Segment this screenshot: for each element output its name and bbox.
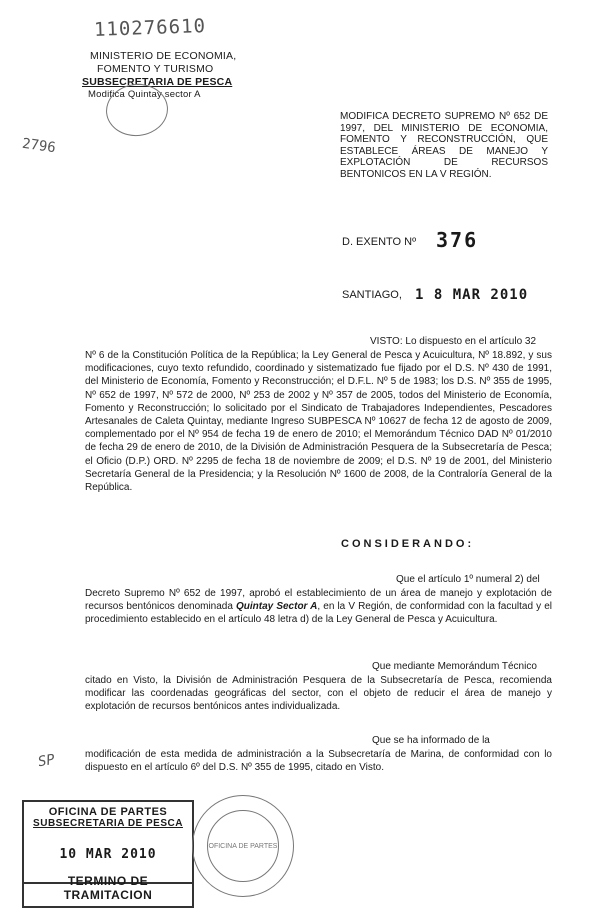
stamp-subtitle: SUBSECRETARIA DE PESCA: [33, 818, 183, 829]
considerando-3-first-line: Que se ha informado de la: [372, 735, 490, 746]
round-seal-inner-ring: [207, 810, 279, 882]
considerando-2-first-line: Que mediante Memorándum Técnico: [372, 661, 537, 672]
decreto-date: 1 8 MAR 2010: [415, 287, 529, 303]
visto-body: Nº 6 de la Constitución Política de la República; la Ley General de Pesca y Acuicultura, Nº 18.892, y sus modificaciones, cuyo texto refundido, coordinado y sistematizado fue fijado por el D.S. Nº 430 de 1991, del Ministerio de Economía, Fomento y Reconstrucción; el D.F.L. Nº 5 de 1983; los D.S. Nº 355 de 1995, Nº 652 de 1997, Nº 572 de 2000, Nº 253 de 2002 y Nº 357 de 2005, todos del Ministerio de Economía, Fomento y Reconstrucción; lo solicitado por el Sindicato de Trabajadores Independientes, Pescadores Artesanales de Caleta Quintay, mediante Ingreso SUBPESCA Nº 10627 de fecha 12 de agosto de 2009, complementado por el Nº 954 de fecha 19 de enero de 2010; el Memorándum Técnico DAD Nº 01/2010 de fecha 29 de enero de 2010, de la División de Administración Pesquera de la Subsecretaría de Pesca; el Oficio (D.P.) ORD. Nº 2295 de fecha 18 de noviembre de 2009; el D.S. Nº 19 de 2001, del Ministerio Secretaría General de la Presidencia; y la Resolución Nº 1600 de 2008, de la Contraloría General de la República.: [85, 350, 552, 494]
ministry-name: MINISTERIO DE ECONOMIA,: [90, 50, 237, 62]
handwritten-document-number: 110276610: [93, 15, 207, 41]
considerando-3-body: modificación de esta medida de administración a la Subsecretaría de Marina, de conformidad con lo dispuesto en el artículo 6º del D.S. Nº 355 de 1995, citado en Visto.: [85, 749, 552, 774]
oficina-de-partes-stamp: [22, 800, 194, 908]
considerando-1-first-line: Que el artículo 1º numeral 2) del: [396, 574, 540, 585]
handwritten-margin-mark: SP: [36, 751, 57, 771]
decree-subject: MODIFICA DECRETO SUPREMO Nº 652 DE 1997, DEL MINISTERIO DE ECONOMIA, FOMENTO Y RECONSTRUCCIÓN, QUE ESTABLECE ÁREAS DE MANEJO Y EXPLOTACIÓN DE RECURSOS BENTONICOS EN LA V REGIÓN.: [340, 111, 548, 180]
stamp-title: OFICINA DE PARTES: [48, 806, 168, 818]
area-name-emphasis: Quintay Sector A: [236, 601, 318, 613]
stamp-footer: TERMINO DE TRAMITACION: [63, 874, 153, 902]
handwritten-side-number: 2796: [21, 135, 57, 157]
decreto-number: 376: [436, 228, 479, 252]
visto-first-line: VISTO: Lo dispuesto en el artículo 32: [370, 336, 537, 347]
considerando-1-body: Decreto Supremo Nº 652 de 1997, aprobó el establecimiento de un área de manejo y explotación de recursos bentónicos denominada Quintay Sector A, en la V Región, de conformidad con la facultad y el procedimiento establecido en el artículo 48 letra d) de la Ley General de Pesca y Acuicultura.: [85, 588, 553, 626]
considerando-heading: CONSIDERANDO:: [341, 538, 475, 550]
place-label: SANTIAGO,: [342, 289, 402, 301]
round-seal-stamp: [192, 795, 294, 897]
considerando-2-body: citado en Visto, la División de Administración Pesquera de la Subsecretaría de Pesca, recomienda modificar las coordenadas geográficas del sector, con el objeto de reducir el área de manejo y explotación de recursos bentónicos antes individualizada.: [85, 675, 552, 713]
round-seal-text: OFICINA DE PARTES: [208, 842, 278, 850]
stamp-received-date: 10 MAR 2010: [59, 847, 157, 862]
reference-line: Modifica Quintay sector A: [88, 89, 201, 100]
decreto-exento-label: D. EXENTO Nº: [342, 236, 417, 248]
subsecretaria-name: SUBSECRETARIA DE PESCA: [82, 76, 233, 88]
ministry-name-line2: FOMENTO Y TURISMO: [97, 63, 214, 75]
